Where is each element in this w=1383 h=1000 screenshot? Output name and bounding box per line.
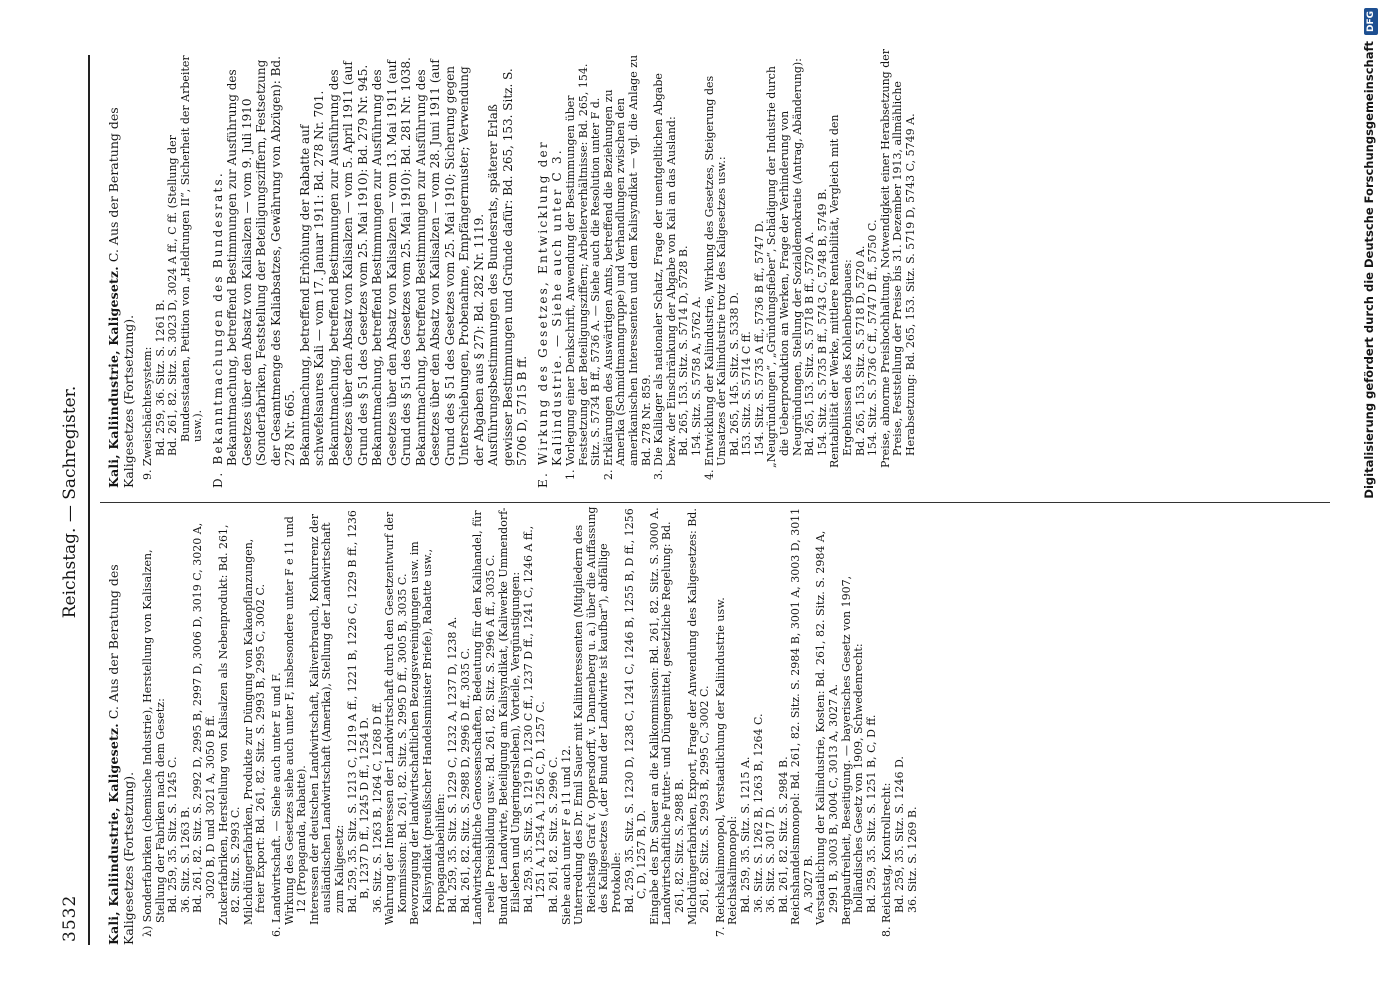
- section-d-paragraph: Bekanntmachung, betreffend Bestimmungen zur Ausführung des Gesetzes über den Absatz von Kalisalzen — vom 5. April 1911 (auf Grund des § 51 des Gesetzes vom 25. Mai 1910): Bd. 279 Nr. 945.: [326, 61, 370, 466]
- section-d-paragraph: Ausführungsbestimmungen des Bundesrats, späterer Erlaß gewisser Bestimmungen und Gründe dafür: Bd. 265, 153. Sitz. S. 5706 D, 5715 B ff.: [486, 68, 530, 466]
- left-column: [106, 505, 1336, 945]
- section-e-label: E. Wirkung des Gesetzes, Entwicklung der Kaliindustrie. — Siehe auch unter C 3.: [535, 140, 565, 488]
- entry: Bd. 261, 82. Sitz. S. 2996 C.: [547, 756, 560, 913]
- entry: 154. Sitz. S. 5735 B ff., 5743 C, 5748 B, 5749 B.: [815, 188, 829, 456]
- right-heading-bold: Kali, Kaliindustrie, Kaligesetz.: [106, 266, 121, 488]
- left-heading: [106, 505, 136, 945]
- entry: Bd. 259, 35. Sitz. S. 1246 D.: [893, 756, 907, 913]
- entry: Bd. 265, 145. Sitz. S. 5338 D.: [727, 292, 741, 456]
- entry: Zuckerfabriken, Herstellung von Kalisalzen als Nebenprodukt: Bd. 261, 82. Sitz. S. 2993 C.: [216, 524, 243, 925]
- section-d-label: D. Bekanntmachungen des Bundesrats.: [210, 171, 225, 488]
- left-heading-bold: Kali, Kaliindustrie, Kaligesetz.: [106, 723, 121, 945]
- entry: Bd. 259, 35. Sitz. S. 1251 B, C, D ff.: [864, 714, 878, 913]
- entry: Siehe auch unter F e 11 und 12.: [559, 745, 573, 925]
- entry: Milchdüngerfabriken, Produkte zur Düngung von Kakaopflanzungen, freier Export: Bd. 261, 82. Sitz. S. 2993 B, 2995 C, 3002 C.: [241, 538, 268, 925]
- entry: Bd. 259, 35. Sitz. S. 1229 C, 1232 A, 1237 D, 1238 A.: [446, 616, 460, 913]
- header-rule: [88, 55, 90, 945]
- entry: „Neugründungen“, „Gründungsfieber“, Schädigung der Industrie durch die Ueberproduktion an Werken, Frage der Verhinderung von Neugründungen, Stellung der Sozialdemokratie (Antrag, Abänderung):: [765, 58, 804, 468]
- right-heading-rest: C. Aus der Beratung des Kaligesetzes (Fortsetzung).: [106, 107, 136, 488]
- entry: Verstaatlichung der Kaliindustrie, Kosten: Bd. 261, 82. Sitz. S. 2984 A, 2991 B, 3003 B, 3004 C, 3013 A, 3027 A.: [814, 530, 841, 925]
- section-d-paragraph: Bekanntmachung, betreffend Bestimmungen zur Ausführung des Gesetzes über den Absatz von Kalisalzen — vom 13. Mai 1911 (auf Grund des § 51 des Gesetzes vom 25. Mai 1910): Bd. 281 Nr. 1038.: [370, 57, 414, 466]
- entry: Bd. 265, 153. Sitz. S. 5718 D, 5720 A.: [853, 245, 867, 456]
- entry: 2. Erklärungen des Auswärtigen Amts, betreffend die Beziehungen zu Amerika (Schmidtmanngruppe) und Verhandlungen zwischen den amerikanischen Interessenten und dem Kalisyndikat — vgl. die Anlage zu Bd. 278 Nr. 859.: [601, 54, 653, 480]
- dfg-logo: DFG: [1364, 8, 1378, 35]
- entry: 36. Sitz. S. 1263 B.: [178, 806, 192, 913]
- running-title: Reichstag. — Sachregister.: [60, 385, 80, 619]
- entry: Bergbaufreiheit, Beseitigung. — bayerisches Gesetz von 1907, holländisches Gesetz von 1909, Schwedenrecht:: [839, 575, 866, 925]
- entry: 4. Entwicklung der Kaliindustrie, Wirkung des Gesetzes, Steigerung des Umsatzes der Kaliindustrie trotz des Kaligesetzes usw.:: [702, 75, 729, 480]
- entry: Bd. 259, 35. Sitz. S. 1215 A.: [738, 756, 752, 913]
- entry: 36. Sitz. S. 1262 B, 1263 B, 1264 C.: [751, 713, 765, 913]
- entry: 36. Sitz. S. 1269 B.: [905, 806, 919, 913]
- entry: Bd. 261, 82. Sitz. S. 2992 D, 2995 B, 2997 D, 3006 D, 3019 C, 3020 A, 3020 B, D und 3021 A, 3050 B ff.: [191, 522, 217, 913]
- entry: Bund der Landwirte, Beteiligung am Kalisyndikat, (Kaliwerke Ummendorf-Eilsleben und Ungeringersleben), Vorteile, Vergünstigungen:: [496, 507, 523, 925]
- entry: Bd. 265, 153. Sitz. S. 5714 D, 5728 B.: [677, 245, 691, 456]
- entry: Eingabe des Dr. Sauer an die Kalikommission: Bd. 261, 82. Sitz. S. 3000 A.: [647, 507, 661, 925]
- entry: Wahrung der Interessen der Landwirtschaft durch den Gesetzentwurf der Kommission: Bd. 261, 82. Sitz. S. 2995 D ff., 3005 B, 3035 C.: [383, 511, 409, 925]
- entry: Landwirtschaftliche Futter- und Düngemittel, gesetzliche Regelung: Bd. 261, 82. Sitz. S. 2988 B.: [660, 521, 686, 925]
- entry: Bevorzugung der landwirtschaftlichen Bezugsvereinigungen usw. im Kalisyndikat (preußischer Handelsminister Briefe), Rabatte usw., Propagandabeihilfen:: [408, 541, 447, 925]
- credit-text: Digitalisierung gefördert durch die Deutsche Forschungsgemeinschaft: [1362, 41, 1376, 499]
- entry: 3. Die Kalilager als nationaler Schatz, Frage der unentgeltlichen Abgabe bezw. der Einschränkung der Abgabe von Kali an das Ausland:: [652, 73, 678, 480]
- running-head: [54, 62, 84, 942]
- entry: Interessen der deutschen Landwirtschaft, Kaliverbrauch, Konkurrenz der ausländischen Landwirtschaft (Amerika), Stellung der Landwirtschaft zum Kaligesetz:: [307, 514, 346, 925]
- digitization-credit: [1359, 8, 1379, 608]
- entry: Bd. 259, 35. Sitz. S. 1230 D, 1238 C, 1241 C, 1246 B, 1255 B, D ff., 1256 C, D, 1257 B, D.: [622, 508, 649, 913]
- entry: 7. Reichskalimonopol, Verstaatlichung der Kaliindustrie usw.: [713, 597, 727, 937]
- entry: Wirkung des Gesetzes siehe auch unter F, insbesondere unter F e 11 und 12 (Propaganda, Rabatte).: [282, 516, 309, 925]
- entry: Milchdüngerfabriken, Export, Frage der Anwendung des Kaligesetzes: Bd. 261, 82. Sitz. S. 2993 B, 2995 C, 3002 C.: [685, 508, 712, 925]
- entry: Unterredung des Dr. Emil Sauer mit Kaliinteressenten (Mitgliedern des Reichstags Graf v. Oppersdorff, v. Dannenberg u. a.) über die Auffassung des Kaligesetzes („der Bund der Landwirte ist kaufbar“), abfällige Protokolle:: [572, 506, 623, 925]
- section-d-paragraph: Bekanntmachung, betreffend Erhöhung der Rabatte auf schwefelsaures Kali — vom 17. Januar 1911: Bd. 278 Nr. 701.: [297, 90, 327, 466]
- entry: Bd. 261, 82. Sitz. S. 2984 B.: [776, 756, 790, 913]
- entry: 1. Vorlegung einer Denkschrift, Anwendung der Bestimmungen über Festsetzung der Beteiligungsziffern; Arbeiterverhältnisse: Bd. 265, 154. Sitz. S. 5734 B ff., 5736 A. — Siehe auch die Resolution unter F d.: [563, 63, 603, 480]
- entry: Reichskalimonopol:: [726, 815, 740, 925]
- entry: 6. Landwirtschaft. — Siehe auch unter E und F.: [269, 672, 283, 937]
- entry: Bd. 259, 35. Sitz. S. 1245 C.: [166, 756, 180, 913]
- entry: Bd. 259, 35. Sitz. S. 1219 D, 1230 C ff., 1237 D ff., 1241 C, 1246 A ff., 1251 A, 1254 A, 1256 C, D, 1257 C.: [521, 525, 548, 913]
- entry: Bd. 259, 35. Sitz. S. 1213 C, 1219 A ff., 1221 B, 1226 C, 1229 B ff., 1236 B, 1237 D ff., 1245 D ff., 1254 D.: [345, 510, 372, 913]
- entry: 36. Sitz. S. 3017 D.: [764, 806, 778, 913]
- entry: 154. Sitz. S. 5735 A ff., 5736 B ff., 5747 D.: [752, 220, 766, 456]
- entry: Bd. 261, 82. Sitz. S. 2988 D, 2996 D ff., 3035 C.: [458, 647, 472, 913]
- section-d-paragraph: Bekanntmachung, betreffend Bestimmungen zur Ausführung des Gesetzes über den Absatz von Kalisalzen — vom 9. Juli 1910 (Sonderfabriken, Feststellung der Beteiligungsziffern, Festsetzung der Gesamtmenge des Kaliabsatzes, Gewährung von Abzügen): Bd. 278 Nr. 665.: [225, 56, 298, 466]
- entry: 154. Sitz. S. 5736 C ff., 5747 D ff., 5750 C.: [866, 219, 880, 456]
- entry: Bd. 261, 82. Sitz. S. 3023 D, 3024 A ff., C ff. (Stellung der Bundesstaaten, Petition von „Heldrungen II“, Sicherheit der Arbeiter usw.).: [166, 55, 205, 456]
- entry: λ) Sonderfabriken (chemische Industrie), Herstellung von Kalisalzen, Stellung der Fabriken nach dem Gesetz:: [141, 549, 167, 937]
- entry: Preise, abnorme Preishochhaltung, Notwendigkeit einer Herabsetzung der Preise, Feststellung der Preise bis 31. Dezember 1913, allmähliche Herabsetzung: Bd. 265, 153. Sitz. S. 5719 D, 5743 C, 5749 A.: [878, 48, 917, 468]
- page-number: 3532: [60, 894, 80, 942]
- entry: Bd. 265, 153. Sitz. S. 5718 B ff., 5720 A.: [803, 231, 817, 456]
- entry: 9. Zweischächtesystem:: [141, 346, 154, 480]
- section-d-paragraph: Bekanntmachung, betreffend Bestimmungen zur Ausführung des Gesetzes über den Absatz von Kalisalzen — vom 28. Juni 1911 (auf Grund des § 51 des Gesetzes vom 25. Mai 1910; Sicherung gegen Unterschiebungen, Probenahme, Empfängermuster; Verwendung der Abgaben aus § 27): Bd. 282 Nr. 1119.: [413, 59, 486, 466]
- entry: 153. Sitz. S. 5714 C ff.: [740, 331, 754, 456]
- entry: Rentabilität der Werke, mittlere Rentabilität, Vergleich mit den Ergebnissen des Kohlenbergbaues:: [828, 114, 855, 468]
- right-heading: [106, 48, 136, 488]
- entry: Landwirtschaftliche Genossenschaften, Bedeutung für den Kalihandel, für reelle Preisbildung usw.: Bd. 261, 82. Sitz. S. 2996 A ff., 3035 C.: [471, 510, 498, 925]
- right-column: [106, 48, 1336, 488]
- entry: 36. Sitz. S. 1263 B, 1264 C, 1268 D ff.: [370, 701, 384, 913]
- left-heading-rest: C. Aus der Beratung des Kaligesetzes (Fortsetzung).: [106, 564, 136, 945]
- column-divider: [100, 502, 1330, 503]
- entry: Reichshandelsmonopol: Bd. 261, 82. Sitz. S. 2984 B, 3001 A, 3003 D, 3011 A, 3027 B.: [789, 507, 815, 925]
- entry: 8. Reichstag, Kontrollrecht:: [880, 782, 894, 937]
- entry: 154. Sitz. S. 5758 A, 5762 A.: [689, 296, 703, 456]
- entry: Bd. 259, 36. Sitz. S. 1261 B.: [153, 299, 167, 456]
